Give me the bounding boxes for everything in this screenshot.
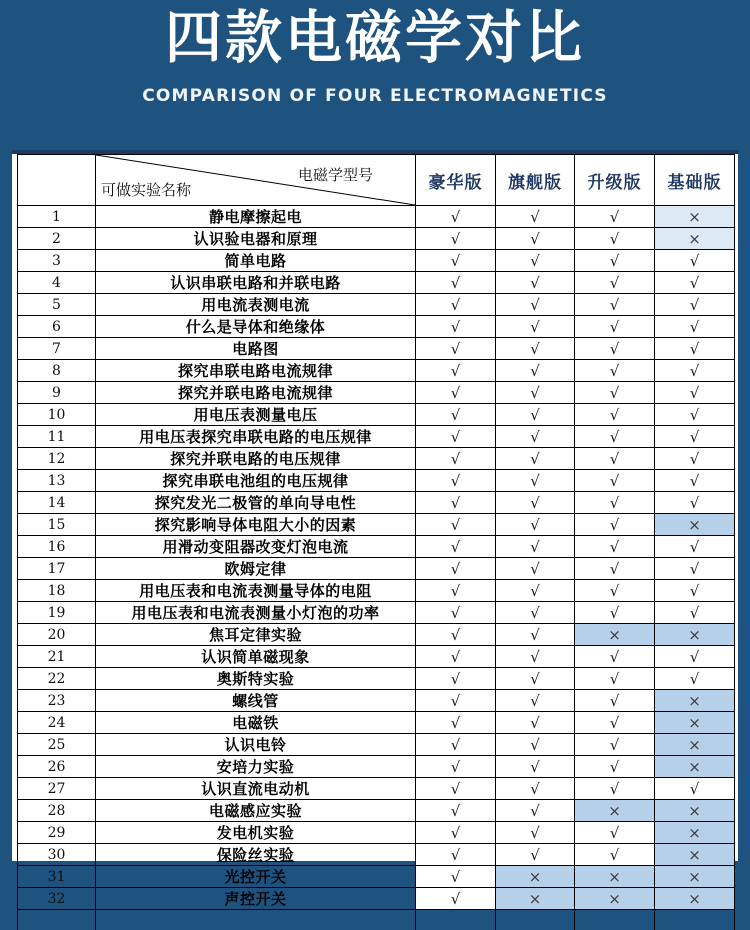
- row-number: 25: [18, 734, 96, 756]
- check-mark: √: [575, 206, 655, 228]
- table-row: [18, 382, 735, 404]
- table-header-row: [18, 155, 735, 206]
- row-number: 21: [18, 646, 96, 668]
- experiment-name: 螺线管: [96, 690, 416, 712]
- check-mark: √: [496, 470, 575, 492]
- cross-mark: ×: [655, 844, 735, 866]
- experiment-name: 简单电路: [96, 250, 416, 272]
- cross-mark: ×: [575, 800, 655, 822]
- check-mark: √: [416, 734, 496, 756]
- check-mark: √: [496, 690, 575, 712]
- row-number: 12: [18, 448, 96, 470]
- cross-mark: ×: [655, 822, 735, 844]
- check-mark: √: [496, 272, 575, 294]
- cross-mark: ×: [496, 888, 575, 910]
- check-mark: √: [655, 272, 735, 294]
- check-mark: √: [655, 250, 735, 272]
- check-mark: √: [496, 668, 575, 690]
- row-number: 19: [18, 602, 96, 624]
- table-row: [18, 272, 735, 294]
- cross-mark: ×: [655, 514, 735, 536]
- check-mark: √: [416, 888, 496, 910]
- check-mark: √: [575, 536, 655, 558]
- check-mark: √: [416, 250, 496, 272]
- row-number: 27: [18, 778, 96, 800]
- experiment-name: 用滑动变阻器改变灯泡电流: [96, 536, 416, 558]
- experiment-name: 焦耳定律实验: [96, 624, 416, 646]
- check-mark: √: [496, 338, 575, 360]
- row-number: 15: [18, 514, 96, 536]
- cross-mark: ×: [655, 800, 735, 822]
- table-row: [18, 888, 735, 910]
- experiment-name: 探究影响导体电阻大小的因素: [96, 514, 416, 536]
- check-mark: √: [496, 558, 575, 580]
- experiment-name-label: 可做实验名称: [101, 181, 192, 199]
- row-number: 4: [18, 272, 96, 294]
- experiment-name: 认识直流电动机: [96, 778, 416, 800]
- table-row: [18, 228, 735, 250]
- check-mark: √: [496, 580, 575, 602]
- empty-cell: [96, 910, 416, 930]
- check-mark: √: [496, 360, 575, 382]
- check-mark: √: [416, 844, 496, 866]
- table-row: [18, 624, 735, 646]
- check-mark: √: [416, 558, 496, 580]
- experiment-name: 安培力实验: [96, 756, 416, 778]
- check-mark: √: [496, 536, 575, 558]
- check-mark: √: [416, 646, 496, 668]
- check-mark: √: [575, 404, 655, 426]
- check-mark: √: [416, 228, 496, 250]
- row-number: 5: [18, 294, 96, 316]
- check-mark: √: [575, 338, 655, 360]
- table-row: [18, 580, 735, 602]
- check-mark: √: [575, 228, 655, 250]
- table-panel: [12, 150, 738, 908]
- check-mark: √: [655, 448, 735, 470]
- table-row: [18, 426, 735, 448]
- poster-subtitle: COMPARISON OF FOUR ELECTROMAGNETICS: [142, 86, 608, 106]
- check-mark: √: [496, 316, 575, 338]
- check-mark: √: [575, 316, 655, 338]
- check-mark: √: [496, 250, 575, 272]
- check-mark: √: [496, 228, 575, 250]
- table-row: [18, 492, 735, 514]
- cross-mark: ×: [655, 866, 735, 888]
- check-mark: √: [655, 360, 735, 382]
- check-mark: √: [416, 668, 496, 690]
- table-row: [18, 756, 735, 778]
- check-mark: √: [655, 492, 735, 514]
- row-number: 13: [18, 470, 96, 492]
- cross-mark: ×: [655, 206, 735, 228]
- experiment-name: 光控开关: [96, 866, 416, 888]
- check-mark: √: [496, 712, 575, 734]
- experiment-name: 声控开关: [96, 888, 416, 910]
- check-mark: √: [496, 778, 575, 800]
- table-row: [18, 822, 735, 844]
- table-row: [18, 470, 735, 492]
- table-row: [18, 404, 735, 426]
- check-mark: √: [575, 602, 655, 624]
- cross-mark: ×: [655, 734, 735, 756]
- check-mark: √: [655, 338, 735, 360]
- row-number: 26: [18, 756, 96, 778]
- check-mark: √: [416, 602, 496, 624]
- version-header-4: 基础版: [655, 155, 735, 206]
- empty-cell: [416, 910, 496, 930]
- version-header-3: 升级版: [575, 155, 655, 206]
- experiment-name: 用电压表和电流表测量小灯泡的功率: [96, 602, 416, 624]
- table-row: [18, 602, 735, 624]
- check-mark: √: [416, 470, 496, 492]
- check-mark: √: [416, 448, 496, 470]
- check-mark: √: [655, 470, 735, 492]
- cross-mark: ×: [655, 712, 735, 734]
- cross-mark: ×: [655, 228, 735, 250]
- check-mark: √: [655, 668, 735, 690]
- check-mark: √: [655, 602, 735, 624]
- experiment-name: 用电压表测量电压: [96, 404, 416, 426]
- cross-mark: ×: [655, 690, 735, 712]
- check-mark: √: [496, 294, 575, 316]
- row-number: 22: [18, 668, 96, 690]
- check-mark: √: [575, 646, 655, 668]
- check-mark: √: [416, 206, 496, 228]
- experiment-name: 认识串联电路和并联电路: [96, 272, 416, 294]
- experiment-name: 认识验电器和原理: [96, 228, 416, 250]
- check-mark: √: [575, 470, 655, 492]
- check-mark: √: [575, 844, 655, 866]
- table-row: [18, 536, 735, 558]
- check-mark: √: [416, 272, 496, 294]
- experiment-name: 发电机实验: [96, 822, 416, 844]
- experiment-name: 用电压表和电流表测量导体的电阻: [96, 580, 416, 602]
- check-mark: √: [575, 558, 655, 580]
- cross-mark: ×: [655, 624, 735, 646]
- row-number: 18: [18, 580, 96, 602]
- check-mark: √: [655, 536, 735, 558]
- experiment-name: 电路图: [96, 338, 416, 360]
- table-row: [18, 734, 735, 756]
- check-mark: √: [575, 822, 655, 844]
- check-mark: √: [575, 514, 655, 536]
- check-mark: √: [575, 734, 655, 756]
- check-mark: √: [575, 778, 655, 800]
- row-number: 3: [18, 250, 96, 272]
- experiment-name: 探究串联电路电流规律: [96, 360, 416, 382]
- check-mark: √: [655, 382, 735, 404]
- row-number: 9: [18, 382, 96, 404]
- experiment-name: 探究发光二极管的单向导电性: [96, 492, 416, 514]
- row-number: 10: [18, 404, 96, 426]
- row-number: 32: [18, 888, 96, 910]
- cross-mark: ×: [575, 866, 655, 888]
- experiment-name: 静电摩擦起电: [96, 206, 416, 228]
- check-mark: √: [496, 800, 575, 822]
- row-number: 2: [18, 228, 96, 250]
- cross-mark: ×: [575, 888, 655, 910]
- experiment-name: 奥斯特实验: [96, 668, 416, 690]
- experiment-name: 认识电铃: [96, 734, 416, 756]
- check-mark: √: [416, 712, 496, 734]
- table-row: [18, 866, 735, 888]
- check-mark: √: [416, 536, 496, 558]
- check-mark: √: [655, 404, 735, 426]
- check-mark: √: [496, 646, 575, 668]
- cross-mark: ×: [575, 624, 655, 646]
- table-row: [18, 646, 735, 668]
- check-mark: √: [496, 426, 575, 448]
- check-mark: √: [575, 382, 655, 404]
- table-row: [18, 338, 735, 360]
- check-mark: √: [416, 492, 496, 514]
- check-mark: √: [416, 338, 496, 360]
- experiment-name: 用电流表测电流: [96, 294, 416, 316]
- check-mark: √: [496, 624, 575, 646]
- empty-cell: [575, 910, 655, 930]
- check-mark: √: [416, 756, 496, 778]
- check-mark: √: [496, 382, 575, 404]
- check-mark: √: [416, 382, 496, 404]
- check-mark: √: [575, 756, 655, 778]
- partial-row: [18, 910, 735, 930]
- check-mark: √: [575, 448, 655, 470]
- table-row: [18, 558, 735, 580]
- row-number: 16: [18, 536, 96, 558]
- table-row: [18, 690, 735, 712]
- check-mark: √: [655, 778, 735, 800]
- experiment-name: 电磁感应实验: [96, 800, 416, 822]
- check-mark: √: [416, 800, 496, 822]
- cross-mark: ×: [655, 888, 735, 910]
- row-number: 30: [18, 844, 96, 866]
- table-row: [18, 448, 735, 470]
- table-row: [18, 360, 735, 382]
- row-number: 14: [18, 492, 96, 514]
- empty-cell: [18, 910, 96, 930]
- check-mark: √: [416, 866, 496, 888]
- version-header-2: 旗舰版: [496, 155, 575, 206]
- check-mark: √: [575, 492, 655, 514]
- row-number: 1: [18, 206, 96, 228]
- table-row: [18, 514, 735, 536]
- row-number: 7: [18, 338, 96, 360]
- experiment-name: 欧姆定律: [96, 558, 416, 580]
- version-header-1: 豪华版: [416, 155, 496, 206]
- row-number: 17: [18, 558, 96, 580]
- experiment-name: 保险丝实验: [96, 844, 416, 866]
- row-number: 8: [18, 360, 96, 382]
- experiment-name: 探究并联电路的电压规律: [96, 448, 416, 470]
- table-row: [18, 778, 735, 800]
- experiment-name: 电磁铁: [96, 712, 416, 734]
- poster-title: 四款电磁学对比: [165, 5, 585, 71]
- experiment-name: 探究串联电池组的电压规律: [96, 470, 416, 492]
- check-mark: √: [416, 822, 496, 844]
- check-mark: √: [416, 316, 496, 338]
- table-row: [18, 294, 735, 316]
- table-row: [18, 250, 735, 272]
- check-mark: √: [575, 272, 655, 294]
- check-mark: √: [496, 756, 575, 778]
- check-mark: √: [575, 580, 655, 602]
- check-mark: √: [655, 294, 735, 316]
- check-mark: √: [416, 294, 496, 316]
- check-mark: √: [496, 844, 575, 866]
- row-number-header: [18, 155, 96, 206]
- row-number: 20: [18, 624, 96, 646]
- check-mark: √: [496, 492, 575, 514]
- check-mark: √: [416, 580, 496, 602]
- check-mark: √: [496, 404, 575, 426]
- table-row: [18, 668, 735, 690]
- row-number: 24: [18, 712, 96, 734]
- check-mark: √: [575, 690, 655, 712]
- check-mark: √: [655, 646, 735, 668]
- check-mark: √: [575, 250, 655, 272]
- check-mark: √: [416, 426, 496, 448]
- empty-cell: [655, 910, 735, 930]
- check-mark: √: [655, 426, 735, 448]
- check-mark: √: [655, 316, 735, 338]
- check-mark: √: [496, 206, 575, 228]
- row-number: 6: [18, 316, 96, 338]
- check-mark: √: [575, 426, 655, 448]
- check-mark: √: [496, 514, 575, 536]
- experiment-name: 用电压表探究串联电路的电压规律: [96, 426, 416, 448]
- check-mark: √: [416, 514, 496, 536]
- check-mark: √: [655, 580, 735, 602]
- check-mark: √: [416, 778, 496, 800]
- experiment-name: 什么是导体和绝缘体: [96, 316, 416, 338]
- experiment-name: 认识简单磁现象: [96, 646, 416, 668]
- row-number: 31: [18, 866, 96, 888]
- table-row: [18, 800, 735, 822]
- hero-banner: [0, 0, 750, 106]
- comparison-table: [17, 154, 735, 930]
- check-mark: √: [575, 712, 655, 734]
- cross-mark: ×: [496, 866, 575, 888]
- table-row: [18, 206, 735, 228]
- empty-cell: [496, 910, 575, 930]
- row-number: 29: [18, 822, 96, 844]
- check-mark: √: [496, 602, 575, 624]
- check-mark: √: [416, 624, 496, 646]
- row-number: 23: [18, 690, 96, 712]
- check-mark: √: [575, 294, 655, 316]
- table-row: [18, 316, 735, 338]
- table-row: [18, 712, 735, 734]
- check-mark: √: [575, 360, 655, 382]
- check-mark: √: [416, 690, 496, 712]
- check-mark: √: [575, 668, 655, 690]
- check-mark: √: [496, 822, 575, 844]
- diagonal-header-cell: [96, 155, 416, 206]
- check-mark: √: [496, 448, 575, 470]
- check-mark: √: [416, 360, 496, 382]
- row-number: 11: [18, 426, 96, 448]
- check-mark: √: [496, 734, 575, 756]
- row-number: 28: [18, 800, 96, 822]
- table-row: [18, 844, 735, 866]
- experiment-name: 探究并联电路电流规律: [96, 382, 416, 404]
- check-mark: √: [416, 404, 496, 426]
- cross-mark: ×: [655, 756, 735, 778]
- check-mark: √: [655, 558, 735, 580]
- model-type-label: 电磁学型号: [297, 166, 373, 184]
